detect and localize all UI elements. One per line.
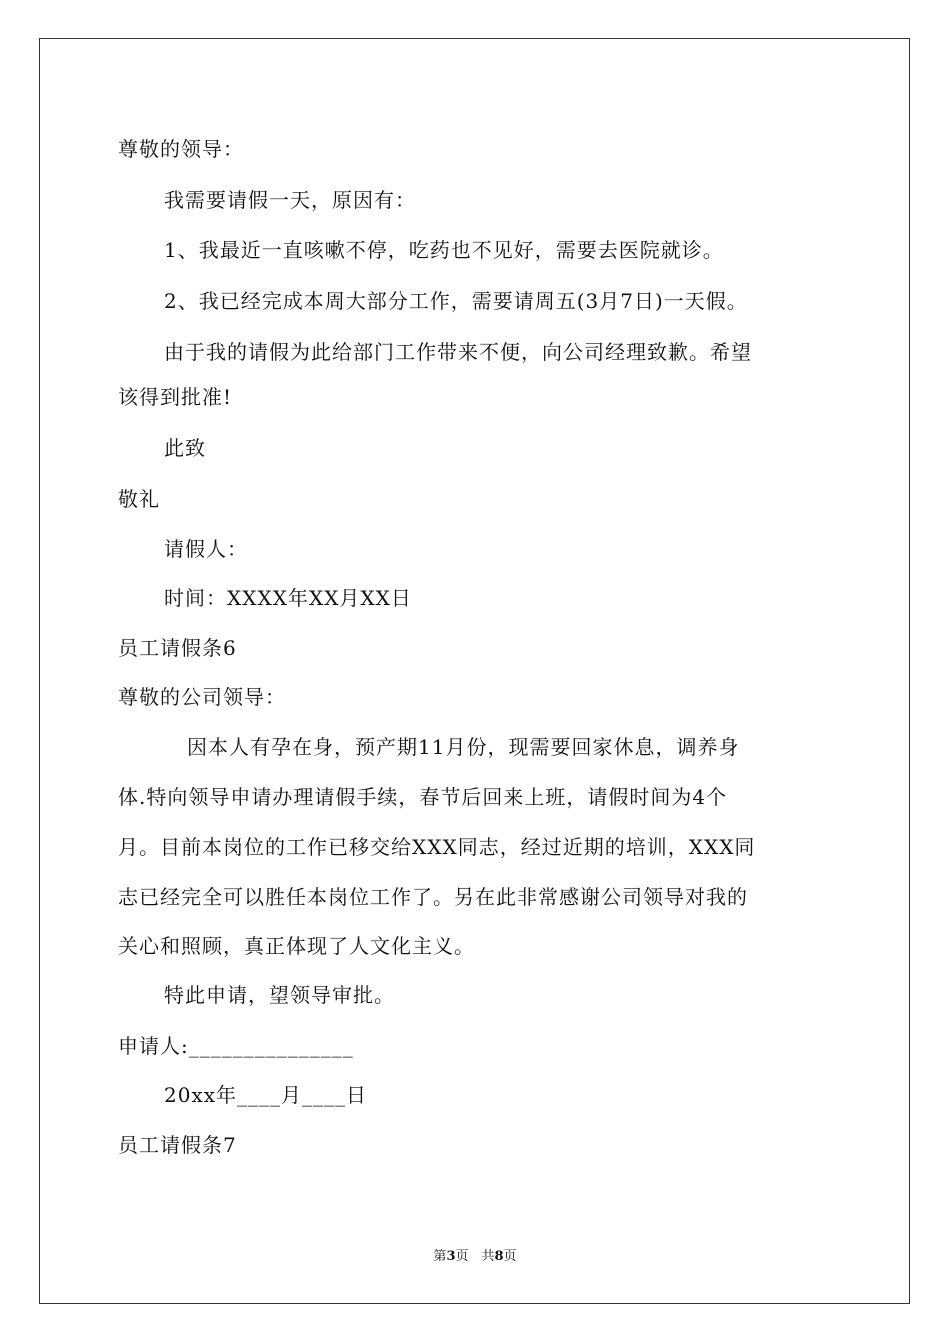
apology-line-1: 由于我的请假为此给部门工作带来不便，向公司经理致歉。希望: [164, 340, 752, 364]
footer-suffix: 页: [503, 1249, 517, 1264]
footer-prefix: 第: [433, 1249, 447, 1264]
page-border: [39, 38, 910, 1304]
paragraph-intro: 我需要请假一天，原因有：: [164, 188, 416, 212]
body-line-5: 关心和照顾，真正体现了人文化主义。: [118, 934, 475, 958]
date-line-2: 20xx年____月____日: [164, 1083, 368, 1107]
reason-1: 1、我最近一直咳嗽不停，吃药也不见好，需要去医院就诊。: [164, 238, 724, 262]
footer-current-page: 3: [446, 1249, 456, 1264]
body-line-4: 志已经完全可以胜任本岗位工作了。另在此非常感谢公司领导对我的: [118, 885, 748, 909]
request-closing: 特此申请，望领导审批。: [164, 983, 395, 1007]
section-title-7: 员工请假条7: [118, 1133, 237, 1157]
footer-mid: 页 共: [455, 1249, 495, 1264]
body-line-3: 月。目前本岗位的工作已移交给XXX同志，经过近期的培训，XXX同: [118, 835, 756, 859]
applicant-line: 申请人:_______________: [118, 1034, 354, 1058]
page-footer: [0, 1248, 950, 1266]
salutation-1: 尊敬的领导：: [118, 137, 244, 161]
closing-cizhi: 此致: [164, 436, 206, 460]
requester-label: 请假人：: [164, 537, 248, 561]
apology-line-2: 该得到批准!: [118, 385, 233, 409]
footer-total-pages: 8: [494, 1249, 504, 1264]
body-line-2: 体.特向领导申请办理请假手续，春节后回来上班，请假时间为4个: [118, 785, 728, 809]
section-title-6: 员工请假条6: [118, 636, 237, 660]
date-line-1: 时间：XXXX年XX月XX日: [164, 586, 412, 610]
salutation-2: 尊敬的公司领导：: [118, 685, 286, 709]
reason-2: 2、我已经完成本周大部分工作，需要请周五(3月7日)一天假。: [164, 289, 748, 313]
closing-jingli: 敬礼: [118, 487, 160, 511]
body-line-1: 因本人有孕在身，预产期11月份，现需要回家休息，调养身: [187, 735, 740, 759]
